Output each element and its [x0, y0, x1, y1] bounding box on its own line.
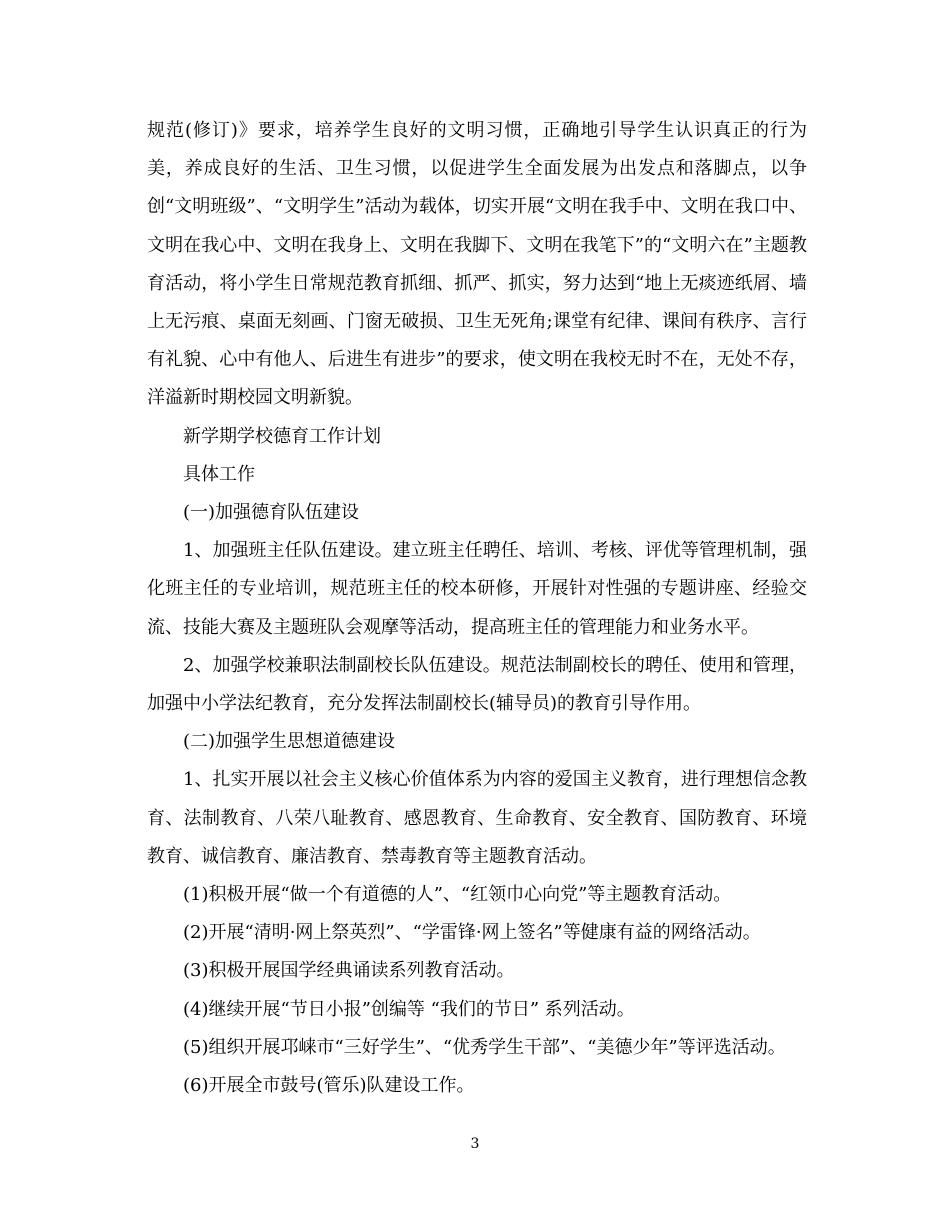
- list-item-3: (3)积极开展国学经典诵读系列教育活动。: [183, 960, 515, 982]
- list-item-1: (1)积极开展“做一个有道德的人”、“红领巾心向党”等主题教育活动。: [183, 884, 732, 906]
- list-item-6: (6)开展全市鼓号(管乐)队建设工作。: [183, 1075, 475, 1097]
- heading-plan-title: 新学期学校德育工作计划: [183, 425, 381, 447]
- page-number: 3: [470, 1136, 480, 1152]
- heading-section-2: (二)加强学生思想道德建设: [183, 731, 396, 753]
- paragraph-section-1-item-2: 2、加强学校兼职法制副校长队伍建设。规范法制副校长的聘任、使用和管理，加强中小学法纪教育，充分发挥法制副校长(辅导员)的教育引导作用。: [147, 654, 807, 715]
- heading-specific-work: 具体工作: [183, 463, 255, 485]
- list-item-5: (5)组织开展邛崃市“三好学生”、“优秀学生干部”、“美德少年”等评选活动。: [183, 1036, 786, 1058]
- paragraph-1: 规范(修订)》要求，培养学生良好的文明习惯，正确地引导学生认识真正的行为美，养成良好的生活、卫生习惯，以促进学生全面发展为出发点和落脚点，以争创“文明班级”、“文明学生”活动为载体，切实开展“文明在我手中、文明在我口中、文明在我心中、文明在我身上、文明在我脚下、文明在我笔下”的“文明六在”主题教育活动，将小学生日常规范教育抓细、抓严、抓实，努力达到“地上无痰迹纸屑、墙上无污痕、桌面无刻画、门窗无破损、卫生无死角;课堂有纪律、课间有秩序、言行有礼貌、心中有他人、后进生有进步”的要求，使文明在我校无时不在，无处不存，洋溢新时期校园文明新貌。: [147, 120, 807, 409]
- list-item-4: (4)继续开展“节日小报”创编等 “我们的节日” 系列活动。: [183, 998, 635, 1020]
- heading-section-1: (一)加强德育队伍建设: [183, 502, 360, 524]
- document-body: [147, 112, 807, 1105]
- list-item-2: (2)开展“清明·网上祭英烈”、“学雷锋·网上签名”等健康有益的网络活动。: [183, 922, 761, 944]
- paragraph-section-2-item-1: 1、扎实开展以社会主义核心价值体系为内容的爱国主义教育，进行理想信念教育、法制教育、八荣八耻教育、感恩教育、生命教育、安全教育、国防教育、环境教育、诚信教育、廉洁教育、禁毒教育等主题教育活动。: [147, 769, 807, 867]
- paragraph-section-1-item-1: 1、加强班主任队伍建设。建立班主任聘任、培训、考核、评优等管理机制，强化班主任的专业培训，规范班主任的校本研修，开展针对性强的专题讲座、经验交流、技能大赛及主题班队会观摩等活动，提高班主任的管理能力和业务水平。: [147, 540, 807, 638]
